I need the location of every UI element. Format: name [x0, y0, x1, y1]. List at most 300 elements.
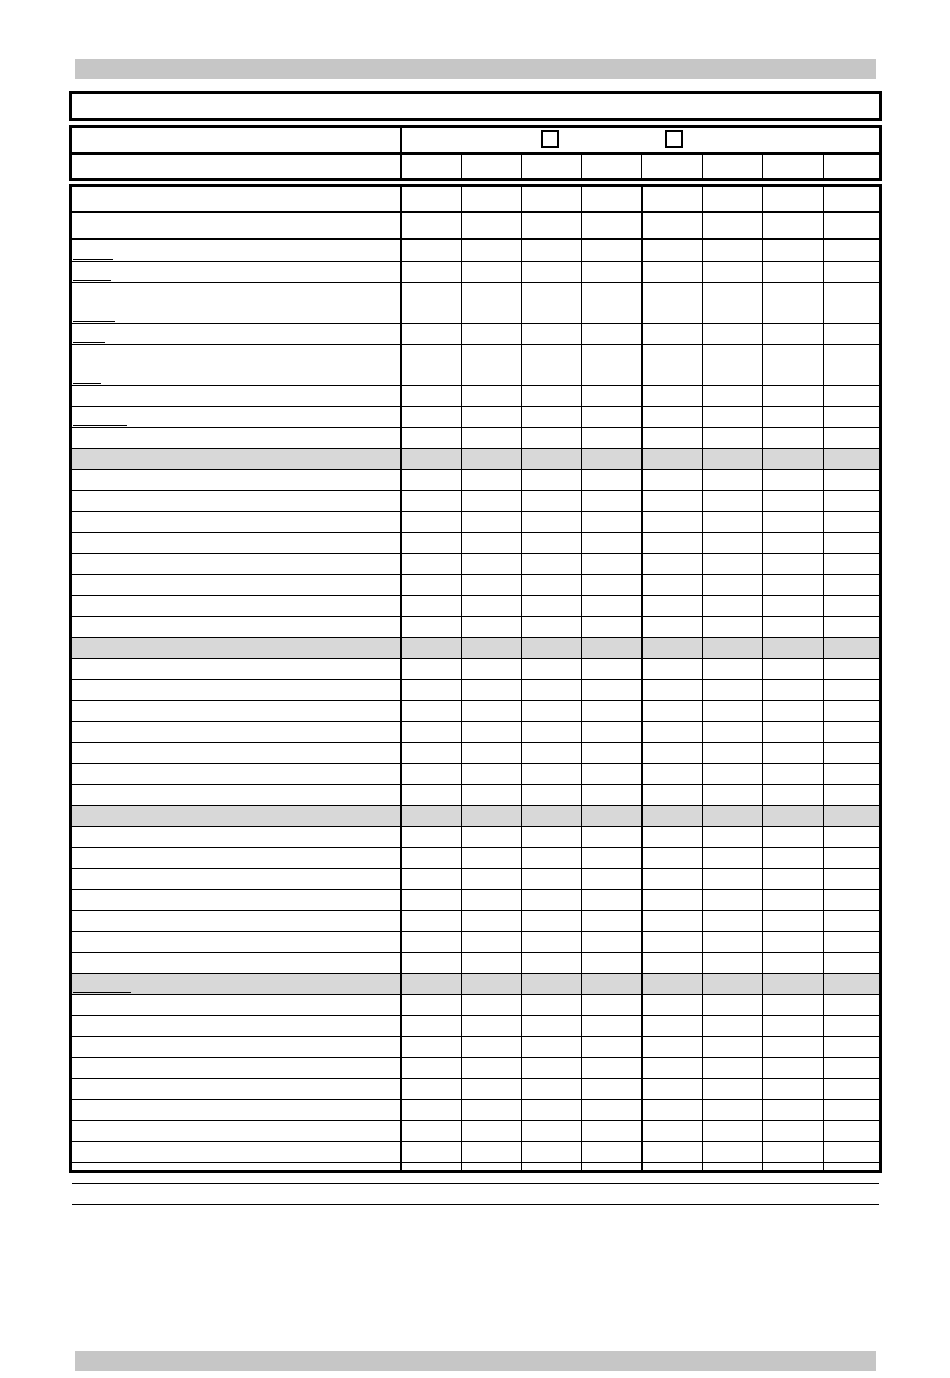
table-cell[interactable] [581, 638, 641, 658]
table-cell[interactable] [521, 1142, 581, 1162]
table-cell[interactable] [400, 1079, 461, 1099]
table-cell[interactable] [581, 1016, 641, 1036]
table-cell[interactable] [581, 701, 641, 721]
table-cell[interactable] [400, 974, 461, 994]
group-b-checkbox[interactable] [665, 130, 683, 148]
table-cell[interactable] [400, 386, 461, 406]
table-cell[interactable] [762, 617, 823, 637]
table-cell[interactable] [823, 743, 879, 763]
table-cell[interactable] [762, 638, 823, 658]
table-cell[interactable] [400, 1184, 461, 1204]
table-cell[interactable] [762, 743, 823, 763]
table-cell[interactable] [581, 1121, 641, 1141]
table-cell[interactable] [461, 428, 521, 448]
table-cell[interactable] [581, 554, 641, 574]
table-cell[interactable] [461, 1079, 521, 1099]
table-cell[interactable] [641, 638, 702, 658]
table-cell[interactable] [461, 407, 521, 427]
table-cell[interactable] [461, 953, 521, 973]
table-cell[interactable] [581, 659, 641, 679]
table-cell[interactable] [400, 596, 461, 616]
table-cell[interactable] [762, 764, 823, 784]
table-cell[interactable] [823, 449, 879, 469]
table-cell[interactable] [823, 890, 879, 910]
table-cell[interactable] [702, 1163, 762, 1183]
table-cell[interactable] [581, 187, 641, 211]
table-cell[interactable] [461, 262, 521, 282]
table-cell[interactable] [823, 974, 879, 994]
table-cell[interactable] [702, 806, 762, 826]
table-cell[interactable] [641, 1184, 702, 1204]
table-cell[interactable] [702, 1037, 762, 1057]
table-cell[interactable] [762, 470, 823, 490]
table-cell[interactable] [823, 932, 879, 952]
table-cell[interactable] [521, 869, 581, 889]
table-cell[interactable] [641, 848, 702, 868]
table-cell[interactable] [461, 470, 521, 490]
table-cell[interactable] [521, 995, 581, 1015]
table-cell[interactable] [400, 1037, 461, 1057]
table-cell[interactable] [521, 187, 581, 211]
table-cell[interactable] [400, 848, 461, 868]
table-cell[interactable] [461, 533, 521, 553]
table-cell[interactable] [521, 1184, 581, 1204]
table-cell[interactable] [762, 1037, 823, 1057]
table-cell[interactable] [461, 554, 521, 574]
table-cell[interactable] [461, 1016, 521, 1036]
table-cell[interactable] [521, 806, 581, 826]
table-cell[interactable] [581, 470, 641, 490]
table-cell[interactable] [702, 659, 762, 679]
table-cell[interactable] [762, 827, 823, 847]
table-cell[interactable] [823, 638, 879, 658]
table-cell[interactable] [400, 345, 461, 385]
table-cell[interactable] [823, 187, 879, 211]
table-cell[interactable] [702, 680, 762, 700]
table-cell[interactable] [823, 680, 879, 700]
table-cell[interactable] [400, 722, 461, 742]
table-cell[interactable] [702, 1016, 762, 1036]
table-cell[interactable] [521, 1121, 581, 1141]
table-cell[interactable] [823, 953, 879, 973]
table-cell[interactable] [702, 722, 762, 742]
table-cell[interactable] [702, 575, 762, 595]
table-cell[interactable] [521, 407, 581, 427]
table-cell[interactable] [823, 806, 879, 826]
table-cell[interactable] [461, 324, 521, 344]
table-cell[interactable] [521, 575, 581, 595]
table-cell[interactable] [823, 1121, 879, 1141]
table-cell[interactable] [762, 1100, 823, 1120]
table-cell[interactable] [581, 617, 641, 637]
table-cell[interactable] [823, 324, 879, 344]
table-cell[interactable] [823, 848, 879, 868]
table-cell[interactable] [641, 701, 702, 721]
table-cell[interactable] [641, 1058, 702, 1078]
table-cell[interactable] [762, 262, 823, 282]
table-cell[interactable] [581, 428, 641, 448]
table-cell[interactable] [521, 262, 581, 282]
table-cell[interactable] [400, 554, 461, 574]
table-cell[interactable] [400, 659, 461, 679]
table-cell[interactable] [641, 512, 702, 532]
table-cell[interactable] [521, 345, 581, 385]
table-cell[interactable] [461, 213, 521, 238]
table-cell[interactable] [762, 1058, 823, 1078]
table-cell[interactable] [702, 1142, 762, 1162]
table-cell[interactable] [823, 470, 879, 490]
table-cell[interactable] [641, 1121, 702, 1141]
table-cell[interactable] [521, 974, 581, 994]
table-cell[interactable] [823, 386, 879, 406]
table-cell[interactable] [641, 491, 702, 511]
table-cell[interactable] [581, 848, 641, 868]
table-cell[interactable] [762, 345, 823, 385]
table-cell[interactable] [702, 470, 762, 490]
table-cell[interactable] [581, 1184, 641, 1204]
table-cell[interactable] [823, 995, 879, 1015]
table-cell[interactable] [521, 743, 581, 763]
table-cell[interactable] [461, 932, 521, 952]
table-cell[interactable] [400, 449, 461, 469]
table-cell[interactable] [461, 701, 521, 721]
table-cell[interactable] [521, 386, 581, 406]
table-cell[interactable] [521, 428, 581, 448]
table-cell[interactable] [400, 806, 461, 826]
table-cell[interactable] [702, 869, 762, 889]
table-cell[interactable] [641, 974, 702, 994]
table-cell[interactable] [521, 554, 581, 574]
table-cell[interactable] [581, 596, 641, 616]
table-cell[interactable] [400, 953, 461, 973]
table-cell[interactable] [581, 533, 641, 553]
table-cell[interactable] [823, 701, 879, 721]
table-cell[interactable] [762, 533, 823, 553]
table-cell[interactable] [823, 1037, 879, 1057]
table-cell[interactable] [641, 1100, 702, 1120]
table-cell[interactable] [702, 1100, 762, 1120]
table-cell[interactable] [581, 449, 641, 469]
table-cell[interactable] [823, 827, 879, 847]
table-cell[interactable] [581, 1142, 641, 1162]
table-cell[interactable] [581, 890, 641, 910]
table-cell[interactable] [461, 995, 521, 1015]
table-cell[interactable] [823, 911, 879, 931]
table-cell[interactable] [641, 428, 702, 448]
table-cell[interactable] [641, 722, 702, 742]
table-cell[interactable] [400, 1142, 461, 1162]
table-cell[interactable] [762, 785, 823, 805]
table-cell[interactable] [581, 995, 641, 1015]
table-cell[interactable] [762, 324, 823, 344]
table-cell[interactable] [581, 1037, 641, 1057]
table-cell[interactable] [762, 1142, 823, 1162]
table-cell[interactable] [400, 638, 461, 658]
table-cell[interactable] [702, 764, 762, 784]
group-a-checkbox[interactable] [541, 130, 559, 148]
table-cell[interactable] [400, 575, 461, 595]
table-cell[interactable] [400, 743, 461, 763]
table-cell[interactable] [461, 449, 521, 469]
table-cell[interactable] [521, 659, 581, 679]
table-cell[interactable] [702, 240, 762, 261]
table-cell[interactable] [581, 512, 641, 532]
table-cell[interactable] [521, 1037, 581, 1057]
table-cell[interactable] [521, 240, 581, 261]
table-cell[interactable] [641, 533, 702, 553]
table-cell[interactable] [461, 785, 521, 805]
table-cell[interactable] [641, 1163, 702, 1183]
table-cell[interactable] [400, 890, 461, 910]
table-cell[interactable] [581, 974, 641, 994]
table-cell[interactable] [581, 491, 641, 511]
table-cell[interactable] [641, 324, 702, 344]
table-cell[interactable] [762, 187, 823, 211]
table-cell[interactable] [400, 1058, 461, 1078]
table-cell[interactable] [461, 1184, 521, 1204]
table-cell[interactable] [400, 1163, 461, 1183]
table-cell[interactable] [702, 785, 762, 805]
table-cell[interactable] [521, 533, 581, 553]
table-cell[interactable] [702, 449, 762, 469]
table-cell[interactable] [762, 1121, 823, 1141]
table-cell[interactable] [762, 953, 823, 973]
table-cell[interactable] [702, 1079, 762, 1099]
table-cell[interactable] [641, 470, 702, 490]
table-cell[interactable] [521, 764, 581, 784]
table-cell[interactable] [702, 911, 762, 931]
table-cell[interactable] [581, 283, 641, 323]
table-cell[interactable] [823, 1058, 879, 1078]
table-cell[interactable] [762, 407, 823, 427]
table-cell[interactable] [641, 953, 702, 973]
table-cell[interactable] [702, 932, 762, 952]
table-cell[interactable] [762, 974, 823, 994]
table-cell[interactable] [702, 827, 762, 847]
table-cell[interactable] [702, 848, 762, 868]
table-cell[interactable] [762, 554, 823, 574]
table-cell[interactable] [581, 764, 641, 784]
table-cell[interactable] [400, 213, 461, 238]
table-cell[interactable] [521, 722, 581, 742]
table-cell[interactable] [823, 213, 879, 238]
table-cell[interactable] [702, 262, 762, 282]
table-cell[interactable] [641, 911, 702, 931]
table-cell[interactable] [400, 491, 461, 511]
table-cell[interactable] [461, 491, 521, 511]
table-cell[interactable] [823, 491, 879, 511]
table-cell[interactable] [400, 785, 461, 805]
table-cell[interactable] [521, 638, 581, 658]
table-cell[interactable] [581, 680, 641, 700]
table-cell[interactable] [641, 1079, 702, 1099]
table-cell[interactable] [702, 1121, 762, 1141]
table-cell[interactable] [581, 785, 641, 805]
table-cell[interactable] [521, 827, 581, 847]
table-cell[interactable] [823, 345, 879, 385]
table-cell[interactable] [762, 869, 823, 889]
table-cell[interactable] [581, 827, 641, 847]
table-cell[interactable] [762, 995, 823, 1015]
table-cell[interactable] [762, 575, 823, 595]
table-cell[interactable] [762, 512, 823, 532]
table-cell[interactable] [521, 1100, 581, 1120]
table-cell[interactable] [702, 1058, 762, 1078]
table-cell[interactable] [400, 932, 461, 952]
table-cell[interactable] [702, 596, 762, 616]
table-cell[interactable] [641, 575, 702, 595]
table-cell[interactable] [521, 470, 581, 490]
table-cell[interactable] [521, 932, 581, 952]
table-cell[interactable] [762, 449, 823, 469]
table-cell[interactable] [400, 470, 461, 490]
table-cell[interactable] [702, 386, 762, 406]
table-cell[interactable] [702, 554, 762, 574]
table-cell[interactable] [702, 512, 762, 532]
table-cell[interactable] [581, 932, 641, 952]
table-cell[interactable] [702, 491, 762, 511]
table-cell[interactable] [823, 1142, 879, 1162]
table-cell[interactable] [461, 596, 521, 616]
table-cell[interactable] [641, 932, 702, 952]
table-cell[interactable] [461, 512, 521, 532]
table-cell[interactable] [641, 283, 702, 323]
table-cell[interactable] [461, 869, 521, 889]
table-cell[interactable] [521, 1016, 581, 1036]
table-cell[interactable] [702, 890, 762, 910]
table-cell[interactable] [641, 213, 702, 238]
table-cell[interactable] [702, 324, 762, 344]
table-cell[interactable] [641, 743, 702, 763]
table-cell[interactable] [461, 1058, 521, 1078]
table-cell[interactable] [762, 848, 823, 868]
table-cell[interactable] [461, 890, 521, 910]
table-cell[interactable] [702, 638, 762, 658]
table-cell[interactable] [521, 491, 581, 511]
table-cell[interactable] [461, 974, 521, 994]
table-cell[interactable] [461, 827, 521, 847]
table-cell[interactable] [641, 187, 702, 211]
table-cell[interactable] [762, 386, 823, 406]
table-cell[interactable] [762, 890, 823, 910]
table-cell[interactable] [762, 1079, 823, 1099]
table-cell[interactable] [641, 617, 702, 637]
table-cell[interactable] [823, 283, 879, 323]
table-cell[interactable] [702, 407, 762, 427]
table-cell[interactable] [702, 743, 762, 763]
table-cell[interactable] [762, 1163, 823, 1183]
table-cell[interactable] [641, 345, 702, 385]
table-cell[interactable] [461, 1037, 521, 1057]
table-cell[interactable] [762, 428, 823, 448]
table-cell[interactable] [461, 638, 521, 658]
table-cell[interactable] [461, 911, 521, 931]
table-cell[interactable] [581, 911, 641, 931]
table-cell[interactable] [581, 743, 641, 763]
table-cell[interactable] [823, 575, 879, 595]
table-cell[interactable] [521, 617, 581, 637]
table-cell[interactable] [581, 1100, 641, 1120]
table-cell[interactable] [762, 596, 823, 616]
table-cell[interactable] [461, 1100, 521, 1120]
table-cell[interactable] [762, 491, 823, 511]
table-cell[interactable] [400, 533, 461, 553]
table-cell[interactable] [521, 953, 581, 973]
table-cell[interactable] [581, 407, 641, 427]
table-cell[interactable] [641, 680, 702, 700]
table-cell[interactable] [823, 533, 879, 553]
table-cell[interactable] [702, 533, 762, 553]
table-cell[interactable] [461, 283, 521, 323]
table-cell[interactable] [641, 659, 702, 679]
table-cell[interactable] [702, 974, 762, 994]
table-cell[interactable] [823, 659, 879, 679]
table-cell[interactable] [641, 386, 702, 406]
table-cell[interactable] [581, 324, 641, 344]
table-cell[interactable] [762, 701, 823, 721]
table-cell[interactable] [762, 806, 823, 826]
table-cell[interactable] [521, 324, 581, 344]
table-cell[interactable] [521, 449, 581, 469]
table-cell[interactable] [521, 911, 581, 931]
table-cell[interactable] [823, 1184, 879, 1204]
table-cell[interactable] [702, 428, 762, 448]
table-cell[interactable] [400, 995, 461, 1015]
table-cell[interactable] [400, 1121, 461, 1141]
table-cell[interactable] [521, 680, 581, 700]
table-cell[interactable] [521, 890, 581, 910]
table-cell[interactable] [581, 1079, 641, 1099]
table-cell[interactable] [823, 554, 879, 574]
table-cell[interactable] [641, 806, 702, 826]
table-cell[interactable] [702, 283, 762, 323]
table-cell[interactable] [461, 743, 521, 763]
table-cell[interactable] [461, 386, 521, 406]
table-cell[interactable] [521, 785, 581, 805]
table-cell[interactable] [400, 701, 461, 721]
table-cell[interactable] [641, 995, 702, 1015]
table-cell[interactable] [762, 932, 823, 952]
table-cell[interactable] [400, 869, 461, 889]
table-cell[interactable] [581, 575, 641, 595]
table-cell[interactable] [400, 680, 461, 700]
table-cell[interactable] [641, 764, 702, 784]
table-cell[interactable] [461, 722, 521, 742]
table-cell[interactable] [521, 1058, 581, 1078]
table-cell[interactable] [823, 869, 879, 889]
table-cell[interactable] [823, 1016, 879, 1036]
table-cell[interactable] [641, 1037, 702, 1057]
table-cell[interactable] [461, 806, 521, 826]
table-cell[interactable] [400, 1100, 461, 1120]
table-cell[interactable] [581, 806, 641, 826]
table-cell[interactable] [400, 827, 461, 847]
table-cell[interactable] [581, 386, 641, 406]
table-cell[interactable] [641, 554, 702, 574]
table-cell[interactable] [702, 1184, 762, 1204]
table-cell[interactable] [400, 324, 461, 344]
table-cell[interactable] [823, 1163, 879, 1183]
table-cell[interactable] [762, 283, 823, 323]
table-cell[interactable] [461, 1163, 521, 1183]
table-cell[interactable] [702, 953, 762, 973]
table-cell[interactable] [702, 617, 762, 637]
table-cell[interactable] [762, 240, 823, 261]
table-cell[interactable] [461, 187, 521, 211]
table-cell[interactable] [823, 785, 879, 805]
table-cell[interactable] [641, 1016, 702, 1036]
table-cell[interactable] [762, 1184, 823, 1204]
